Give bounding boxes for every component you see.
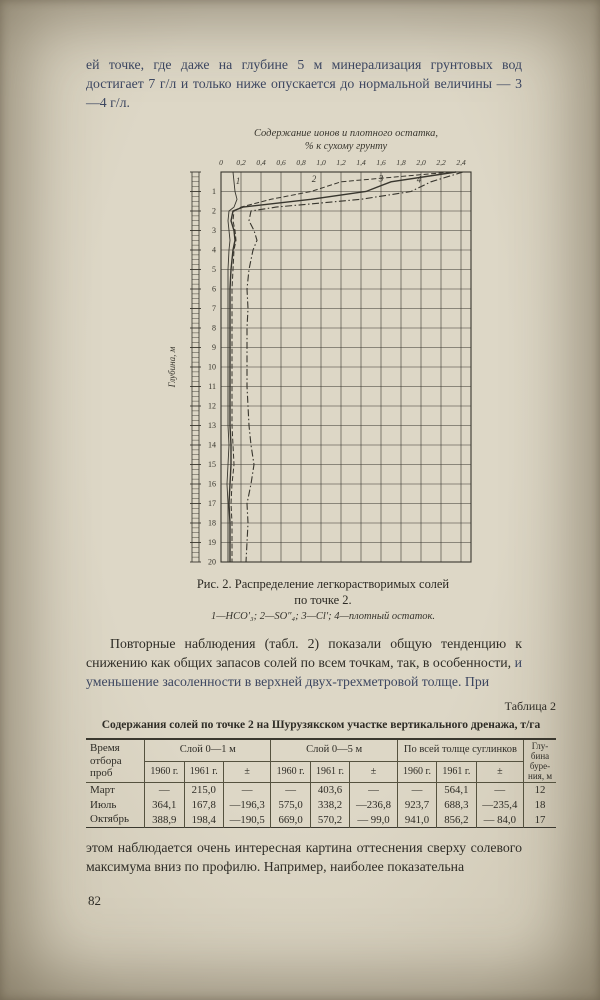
paragraph-mid (86, 634, 522, 691)
table-cell: 688,3 (437, 798, 476, 813)
paragraph-top: ей точке, где даже на глубине 5 м минерализация грунтовых вод достигает 7 г/л и только ниже опускается до нормальной величины — 3—4 г/л. (86, 57, 522, 111)
row-label: Октябрь (86, 812, 145, 827)
row-label: Июль (86, 798, 145, 813)
svg-text:17: 17 (207, 499, 216, 509)
svg-text:0: 0 (218, 158, 223, 168)
col-subheader-1960-a: 1960 г. (145, 761, 184, 782)
table-cell: 575,0 (271, 798, 310, 813)
svg-text:1: 1 (211, 187, 216, 197)
svg-text:8: 8 (211, 323, 216, 333)
svg-text:11: 11 (207, 382, 216, 392)
svg-text:2,4: 2,4 (455, 158, 466, 168)
table-cell: — (223, 783, 271, 798)
svg-text:12: 12 (207, 401, 216, 411)
svg-text:18: 18 (207, 518, 216, 528)
col-group-layer-0-1: Слой 0—1 м (145, 739, 271, 762)
table-cell: —236,8 (350, 798, 398, 813)
svg-text:2,2: 2,2 (435, 158, 446, 168)
col-subheader-delta-b: ± (350, 761, 398, 782)
col-header-time: Время отбора проб (86, 739, 145, 783)
svg-text:0,8: 0,8 (295, 158, 306, 168)
figure-caption (86, 577, 560, 608)
col-subheader-1960-c: 1960 г. (397, 761, 436, 782)
figure-caption-line2: по точке 2. (294, 592, 352, 607)
table-cell: — (476, 783, 523, 798)
svg-text:19: 19 (207, 538, 216, 548)
figure-legend: 1—HCO′₃; 2—SO″₄; 3—Cl′; 4—плотный остаток. (210, 611, 436, 623)
table-cell: 941,0 (397, 812, 436, 827)
svg-text:10: 10 (207, 362, 216, 372)
figure-2 (86, 122, 560, 622)
col-group-layer-0-5: Слой 0—5 м (271, 739, 397, 762)
table-cell: 364,1 (145, 798, 184, 813)
col-subheader-1961-b: 1961 г. (310, 761, 349, 782)
table-cell: 17 (524, 812, 556, 827)
svg-text:6: 6 (211, 284, 216, 294)
table-cell: 12 (524, 783, 556, 798)
table-cell: — (350, 783, 398, 798)
svg-text:3: 3 (378, 173, 383, 184)
svg-text:5: 5 (211, 265, 216, 275)
table-cell: 338,2 (310, 798, 349, 813)
col-subheader-delta-c: ± (476, 761, 523, 782)
table-cell: 388,9 (145, 812, 184, 827)
table-cell: — (271, 783, 310, 798)
col-subheader-1961-c: 1961 г. (437, 761, 476, 782)
table-cell: —196,3 (223, 798, 271, 813)
table-cell: —235,4 (476, 798, 523, 813)
svg-text:1,0: 1,0 (315, 158, 326, 168)
svg-text:13: 13 (207, 421, 216, 431)
svg-text:3: 3 (211, 226, 216, 236)
svg-text:1: 1 (235, 176, 240, 187)
table-cell: — (145, 783, 184, 798)
table-title: Содержания солей по точке 2 на Шурузякском участке вертикального дренажа, т/га (101, 719, 541, 732)
svg-text:0,2: 0,2 (235, 158, 246, 168)
svg-text:4: 4 (416, 174, 421, 185)
svg-text:20: 20 (207, 557, 216, 567)
table-cell: 403,6 (310, 783, 349, 798)
table-cell: 215,0 (184, 783, 223, 798)
svg-text:1,4: 1,4 (355, 158, 366, 168)
col-subheader-delta-a: ± (223, 761, 271, 782)
table-label: Таблица 2 (504, 699, 556, 714)
table-cell: 923,7 (397, 798, 436, 813)
table-cell: — 84,0 (476, 812, 523, 827)
svg-text:2: 2 (311, 174, 316, 185)
paragraph-mid-part2: и уменьшение засоленности в верхней двух-трехметровой толще. При (86, 655, 522, 690)
svg-text:0,6: 0,6 (275, 158, 286, 168)
table-cell: 167,8 (184, 798, 223, 813)
table-cell: 198,4 (184, 812, 223, 827)
svg-text:2,0: 2,0 (415, 158, 426, 168)
paragraph-mid-part1: Повторные наблюдения (табл. 2) показали общую тенденцию к снижению как общих запасов солей по всем точкам, так, в особенности, (86, 636, 522, 671)
svg-text:4: 4 (211, 245, 216, 255)
col-subheader-1961-a: 1961 г. (184, 761, 223, 782)
table-cell: — 99,0 (350, 812, 398, 827)
table-row-march (86, 783, 556, 798)
table-cell: 669,0 (271, 812, 310, 827)
svg-text:2: 2 (211, 206, 216, 216)
salts-table (86, 738, 556, 828)
svg-text:1,2: 1,2 (335, 158, 346, 168)
svg-text:Содержание ионов и плотного ос: Содержание ионов и плотного остатка, (253, 128, 438, 140)
table-row-july (86, 798, 556, 813)
svg-text:Глубина, м: Глубина, м (166, 346, 177, 388)
col-group-full-thickness: По всей толще суглинков (397, 739, 523, 762)
paragraph-bottom: этом наблюдается очень интересная картина оттеснения сверху солевого максимума вниз по профилю. Например, наиболее показательна (86, 840, 522, 875)
row-label: Март (86, 783, 145, 798)
table-cell: 570,2 (310, 812, 349, 827)
svg-text:16: 16 (207, 479, 216, 489)
col-header-depth: Глу- бина буре- ния, м (524, 739, 556, 783)
page-number: 82 (88, 893, 101, 908)
svg-text:9: 9 (211, 343, 216, 353)
table-cell: — (397, 783, 436, 798)
svg-text:15: 15 (207, 460, 216, 470)
col-subheader-1960-b: 1960 г. (271, 761, 310, 782)
svg-text:1,8: 1,8 (395, 158, 406, 168)
svg-text:0,4: 0,4 (255, 158, 266, 168)
svg-text:7: 7 (211, 304, 216, 314)
table-cell: 856,2 (437, 812, 476, 827)
table-cell: 564,1 (437, 783, 476, 798)
table-row-october (86, 812, 556, 827)
svg-text:14: 14 (207, 440, 216, 450)
svg-text:% к сухому грунту: % к сухому грунту (304, 141, 387, 153)
figure-2-chart (151, 122, 496, 568)
table-cell: 18 (524, 798, 556, 813)
svg-text:1,6: 1,6 (375, 158, 386, 168)
figure-caption-line1: Рис. 2. Распределение легкорастворимых солей (196, 577, 450, 592)
table-cell: —190,5 (223, 812, 271, 827)
